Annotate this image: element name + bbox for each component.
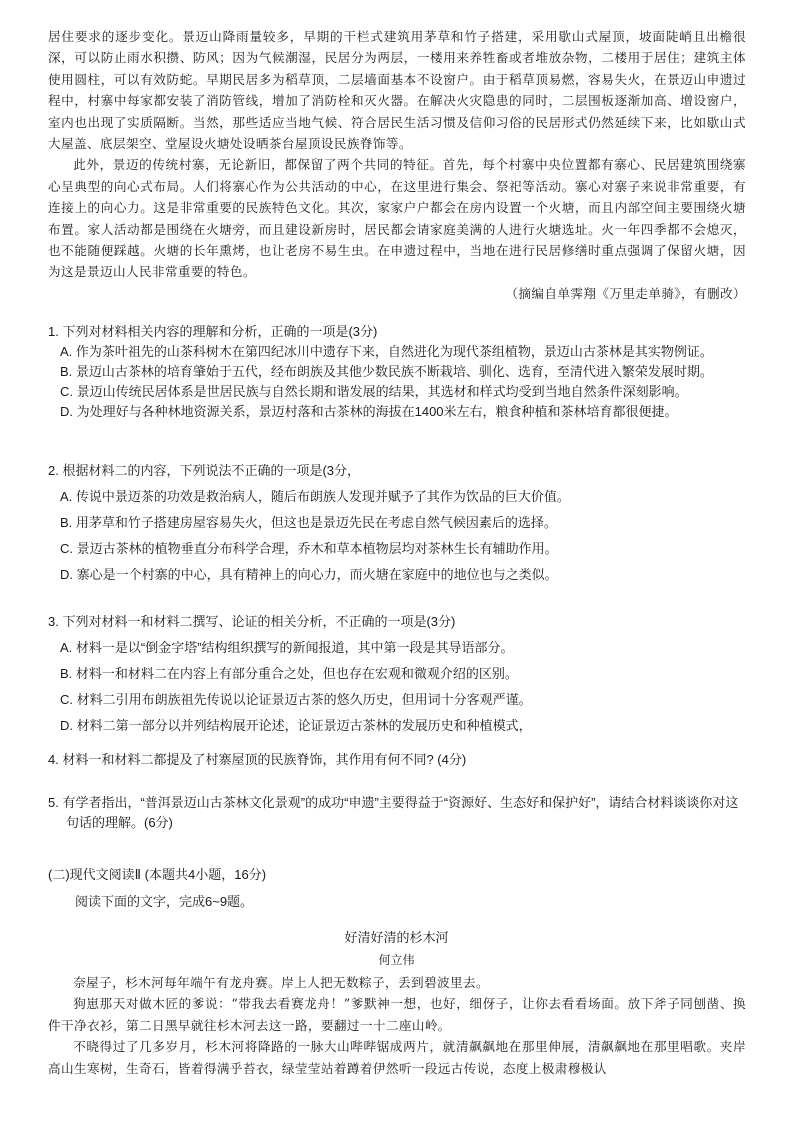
section-instruction: 阅读下面的文字，完成6~9题。 bbox=[75, 894, 254, 909]
option-a[interactable]: A. 作为茶叶祖先的山茶科树木在第四纪冰川中遗存下来，自然进化为现代茶组植物，景迈山古茶林是其实物例证。 bbox=[60, 344, 713, 359]
passage-paragraph: 居住要求的逐步变化。景迈山降雨量较多，早期的干栏式建筑用茅草和竹子搭建，采用歇山式屋顶，坡面陡峭且出檐很深，可以防止雨水积攒、防风；因为气候潮湿，民居分为两层，一楼用来养牲畜或者堆放杂物，二楼用于居住；建筑主体使用圆柱，可以有效防蛇。早期民居多为稻草顶，二层墙面基本不设窗户。由于稻草顶易燃，容易失火，在景迈山申遗过程中，村寨中每家都安装了消防管线，增加了消防栓和灭火器。在解决火灾隐患的同时，二层围板逐渐加高、增设窗户，室内也出现了实质隔断。当然，那些适应当地气候、符合居民生活习惯及信仰习俗的民居形式仍然延续下来，比如歇山式大屋盖、底层架空、堂屋设火塘处设晒茶台屋顶设民族脊饰等。 bbox=[48, 29, 746, 152]
passage-source: （摘编自单霁翔《万里走单骑》，有删改） bbox=[505, 285, 746, 301]
passage-article bbox=[48, 972, 746, 1079]
question-stem: 1. 下列对材料相关内容的理解和分析，正确的一项是(3分) bbox=[48, 324, 378, 339]
article-author: 何立伟 bbox=[378, 953, 415, 967]
question-stem: 5. 有学者指出，“普洱景迈山古茶林文化景观”的成功“申遗”主要得益于“资源好、生态好和保护好”，请结合材料谈谈你对这句话的理解。(6分) bbox=[48, 795, 739, 830]
question-3 bbox=[48, 612, 748, 742]
option-b[interactable]: B. 景迈山古茶林的培育肇始于五代，经布朗族及其他少数民族不断栽培、驯化、选育，至清代进入繁荣发展时期。 bbox=[60, 364, 713, 379]
passage-material-two bbox=[48, 26, 746, 304]
passage-paragraph: 此外，景迈的传统村寨，无论新旧，都保留了两个共同的特征。首先，每个村寨中央位置都有寨心、民居建筑围绕寨心呈典型的向心式布局。人们将寨心作为公共活动的中心，在这里进行集会、祭祀等活动。寨心对寨子来说非常重要，有连接上的向心力。这是非常重要的民族特色文化。其次，家家户户都会在房内设置一个火塘，而且内部空间主要围绕火塘布置。家人活动都是围绕在火塘旁，而且建设新房时，居民都会请家庭美满的人进行火塘选址。火一年四季都不会熄灭，也不能随便踩越。火塘的长年熏烤，也让老房不易生虫。在申遗过程中，当地在进行民居修缮时重点强调了保留火塘，因为这是景迈山人民非常重要的特色。 bbox=[48, 157, 746, 280]
question-stem: 3. 下列对材料一和材料二撰写、论证的相关分析，不正确的一项是(3分) bbox=[48, 614, 456, 629]
question-stem: 4. 材料一和材料二都提及了村寨屋顶的民族脊饰，其作用有何不同? (4分) bbox=[48, 752, 467, 767]
section-heading: (二)现代文阅读Ⅱ (本题共4小题，16分) bbox=[48, 867, 267, 882]
question-4 bbox=[48, 750, 748, 770]
option-b[interactable]: B. 材料一和材料二在内容上有部分重合之处，但也存在宏观和微观介绍的区别。 bbox=[60, 666, 518, 681]
option-c[interactable]: C. 景迈古茶林的植物垂直分布科学合理，乔木和草本植物层均对茶林生长有辅助作用。 bbox=[60, 541, 558, 556]
option-d[interactable]: D. 寨心是一个村寨的中心，具有精神上的向心力，而火塘在家庭中的地位也与之类似。 bbox=[60, 567, 558, 582]
option-d[interactable]: D. 材料二第一部分以并列结构展开论述，论证景迈古茶林的发展历史和种植模式， bbox=[60, 718, 532, 733]
passage-paragraph: 狗崽那天对做木匠的爹说：“带我去看赛龙舟！”爹默神一想，也好，细伢子，让你去看看场面。放下斧子同刨凿、换件干净衣衫，第二日黑早就往杉木河去这一路，要翻过一十二座山岭。 bbox=[48, 996, 746, 1033]
option-c[interactable]: C. 景迈山传统民居体系是世居民族与自然长期和谐发展的结果，其选材和样式均受到当地自然条件深刻影响。 bbox=[60, 384, 688, 399]
option-d[interactable]: D. 为处理好与各种林地资源关系，景迈村落和古茶林的海拔在1400米左右，粮食种植和茶林培育都很便捷。 bbox=[60, 404, 678, 419]
option-b[interactable]: B. 用茅草和竹子搭建房屋容易失火，但这也是景迈先民在考虑自然气候因素后的选择。 bbox=[60, 515, 557, 530]
passage-paragraph: 不晓得过了几多岁月，杉木河将降路的一脉大山哔哔锯成两片，就清飙飙地在那里伸展，清飙飙地在那里唱歌。夹岸高山生寒树，生奇石，皆着得满乎苔衣，绿莹莹站着蹲着伊然听一段远古传说，态度上极肃穆极认 bbox=[48, 1039, 746, 1076]
option-c[interactable]: C. 材料二引用布朗族祖先传说以论证景迈古茶的悠久历史，但用词十分客观严谨。 bbox=[60, 692, 532, 707]
option-a[interactable]: A. 材料一是以“倒金字塔”结构组织撰写的新闻报道，其中第一段是其导语部分。 bbox=[60, 640, 514, 655]
question-stem: 2. 根据材料二的内容，下列说法不正确的一项是(3分， bbox=[48, 463, 361, 478]
question-1 bbox=[48, 322, 748, 422]
option-a[interactable]: A. 传说中景迈茶的功效是救治病人，随后布朗族人发现并赋予了其作为饮品的巨大价值。 bbox=[60, 489, 570, 504]
question-5 bbox=[48, 793, 748, 833]
question-2 bbox=[48, 461, 748, 591]
passage-paragraph: 奈屋子，杉木河每年端午有龙舟赛。岸上人把无数粽子，丢到碧波里去。 bbox=[73, 975, 489, 990]
article-title: 好清好清的杉木河 bbox=[344, 931, 449, 946]
